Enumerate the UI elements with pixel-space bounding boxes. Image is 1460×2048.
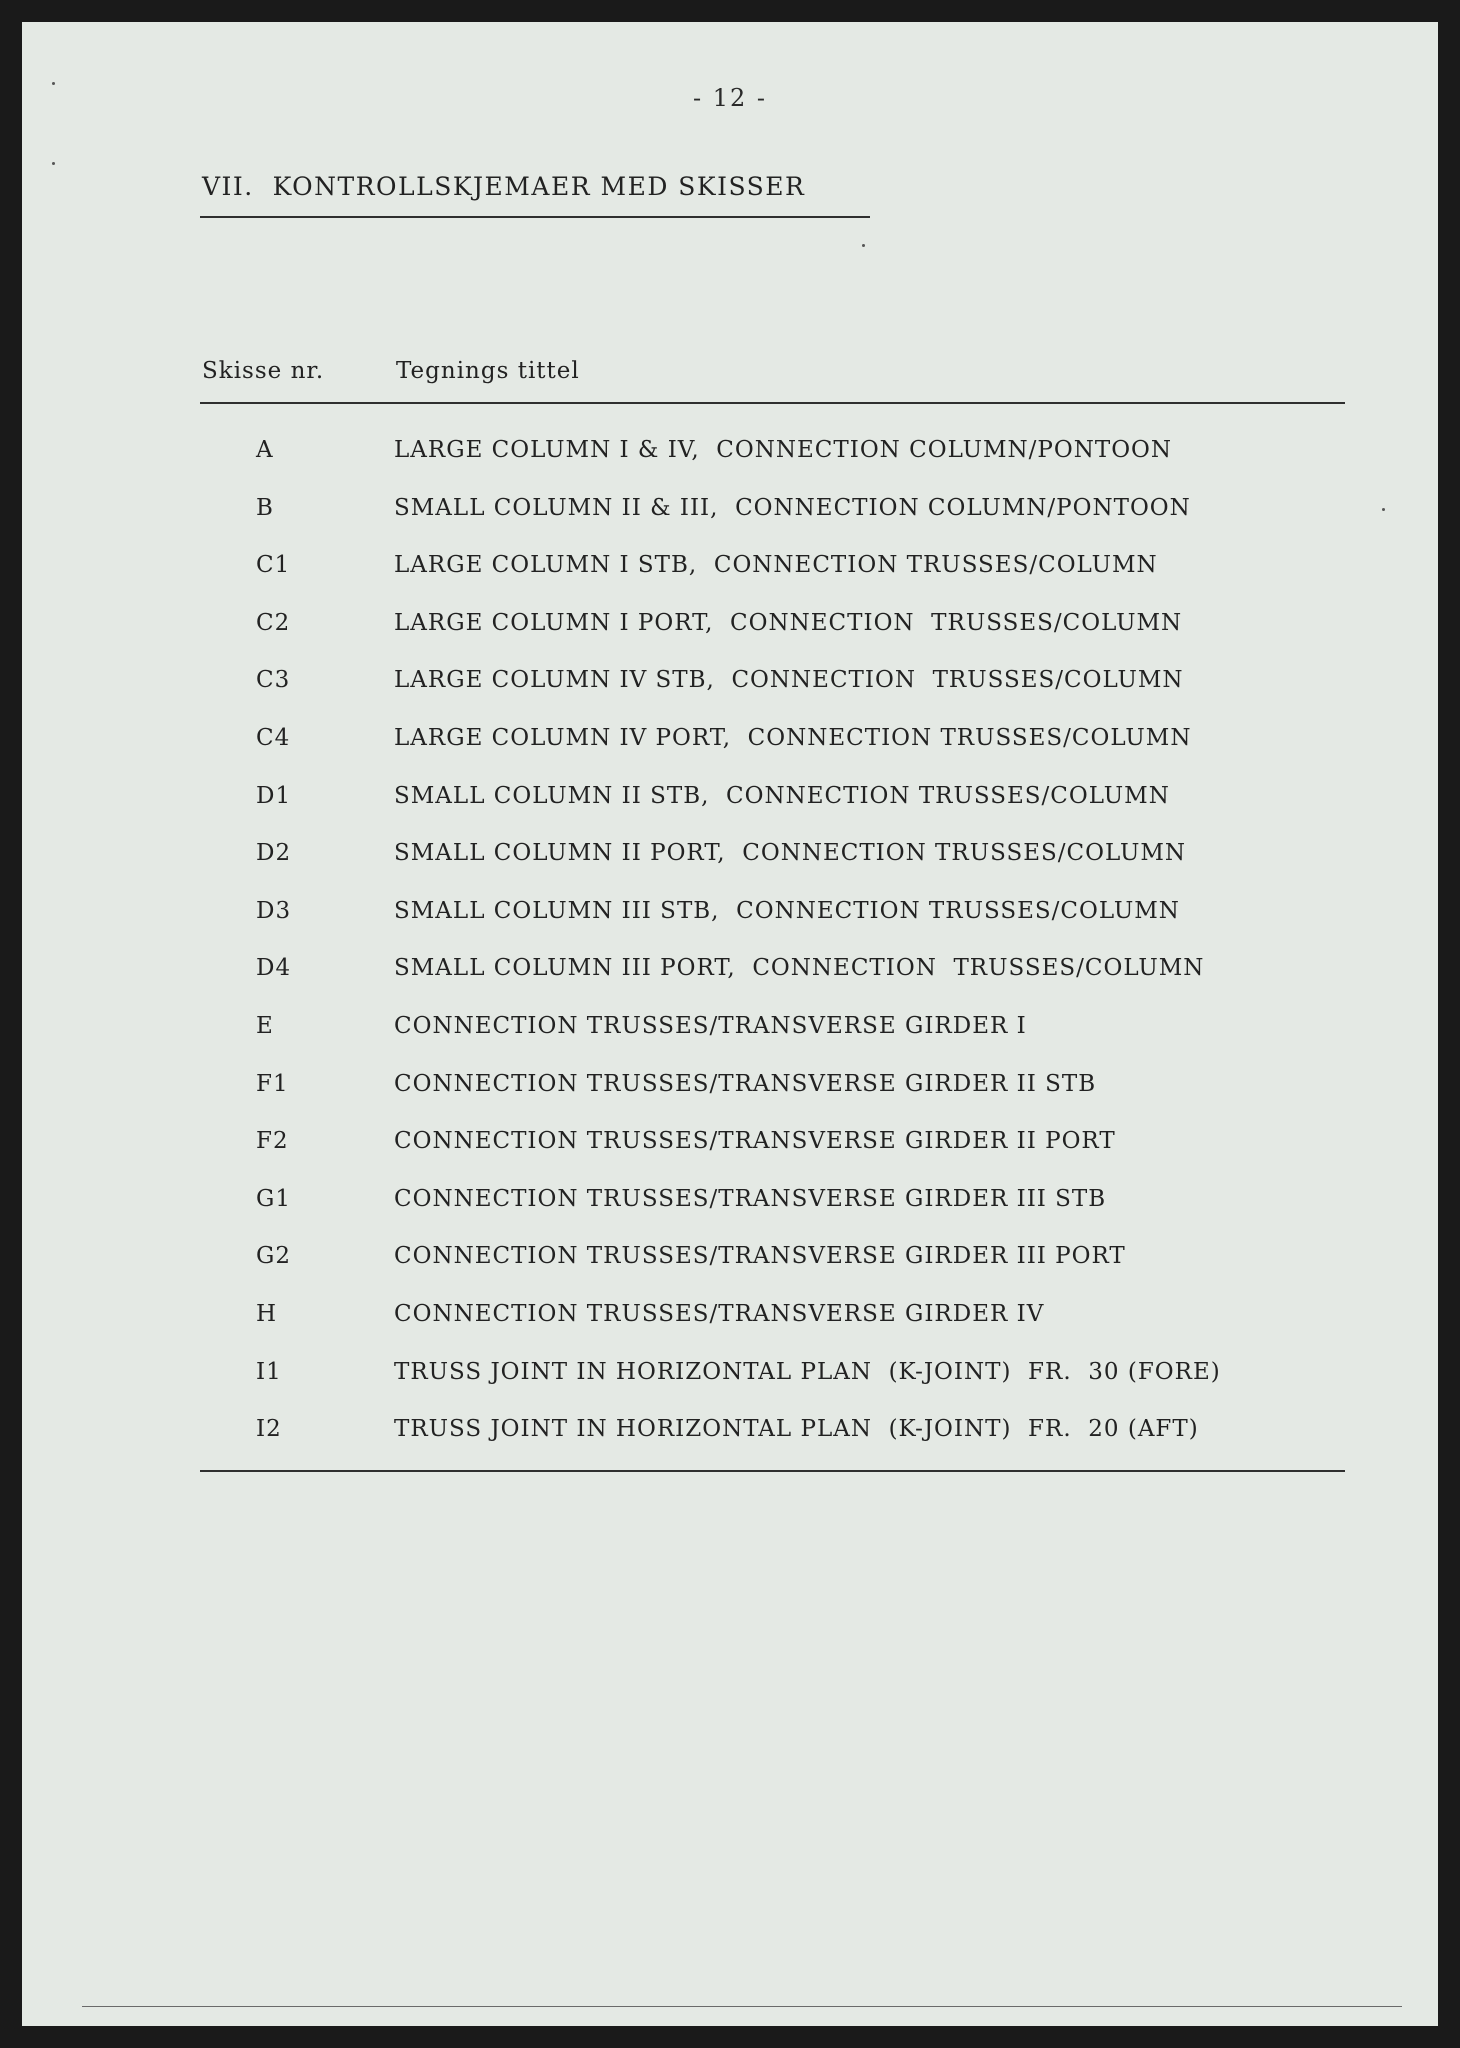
table-row xyxy=(22,1128,1438,1186)
drawing-title: SMALL COLUMN III PORT, CONNECTION TRUSSES/COLUMN xyxy=(394,955,1205,982)
scan-speck xyxy=(52,162,55,165)
drawing-title: CONNECTION TRUSSES/TRANSVERSE GIRDER II STB xyxy=(394,1070,1097,1097)
sketch-code: E xyxy=(256,1012,274,1039)
drawing-title: CONNECTION TRUSSES/TRANSVERSE GIRDER I xyxy=(394,1012,1027,1039)
sketch-code: A xyxy=(256,437,274,463)
table-row xyxy=(22,552,1438,610)
sketch-code: F1 xyxy=(256,1070,289,1097)
sketch-code: H xyxy=(256,1300,278,1327)
scan-speck xyxy=(862,244,865,247)
table-row xyxy=(22,725,1438,783)
sketch-code: G1 xyxy=(256,1185,292,1212)
column-header-sketch-number: Skisse nr. xyxy=(202,358,325,384)
sketch-code: C1 xyxy=(256,552,291,579)
drawing-title: LARGE COLUMN I & IV, CONNECTION COLUMN/PONTOON xyxy=(394,437,1173,463)
table-row xyxy=(22,437,1438,495)
sketch-code: C3 xyxy=(256,667,291,694)
sketch-code: D2 xyxy=(256,840,292,867)
drawing-title: SMALL COLUMN II PORT, CONNECTION TRUSSES/COLUMN xyxy=(394,840,1187,867)
drawing-title: SMALL COLUMN II STB, CONNECTION TRUSSES/COLUMN xyxy=(394,782,1170,809)
table-row xyxy=(22,1359,1438,1417)
column-header-drawing-title: Tegnings tittel xyxy=(396,358,580,384)
drawing-title: CONNECTION TRUSSES/TRANSVERSE GIRDER III PORT xyxy=(394,1243,1126,1270)
drawing-title: CONNECTION TRUSSES/TRANSVERSE GIRDER IV xyxy=(394,1300,1045,1327)
drawing-title: CONNECTION TRUSSES/TRANSVERSE GIRDER III STB xyxy=(394,1185,1107,1212)
drawing-title: SMALL COLUMN III STB, CONNECTION TRUSSES/COLUMN xyxy=(394,897,1180,924)
sketch-code: C2 xyxy=(256,609,291,636)
table-row xyxy=(22,955,1438,1013)
table-row xyxy=(22,610,1438,668)
table-row xyxy=(22,1301,1438,1359)
table-row xyxy=(22,1071,1438,1129)
sketch-code: B xyxy=(256,494,274,521)
table-row xyxy=(22,1186,1438,1244)
sketch-code: D3 xyxy=(256,897,292,924)
section-heading: VII. KONTROLLSKJEMAER MED SKISSER xyxy=(202,172,806,201)
sketch-code: F2 xyxy=(256,1128,289,1155)
drawing-title: LARGE COLUMN IV STB, CONNECTION TRUSSES/COLUMN xyxy=(394,667,1184,694)
sketch-code: C4 xyxy=(256,724,291,751)
table-row xyxy=(22,495,1438,553)
header-divider xyxy=(200,402,1345,404)
document-page xyxy=(22,22,1438,2026)
table-row xyxy=(22,783,1438,841)
sketch-code: I2 xyxy=(256,1416,282,1443)
drawing-title: LARGE COLUMN I STB, CONNECTION TRUSSES/COLUMN xyxy=(394,552,1158,579)
sketch-code: G2 xyxy=(256,1243,292,1270)
heading-underline xyxy=(200,216,870,218)
page-number: - 12 - xyxy=(692,84,767,112)
table-row xyxy=(22,898,1438,956)
drawing-title: TRUSS JOINT IN HORIZONTAL PLAN (K-JOINT) FR. 20 (AFT) xyxy=(394,1416,1199,1443)
drawing-title: LARGE COLUMN IV PORT, CONNECTION TRUSSES/COLUMN xyxy=(394,724,1192,751)
table-bottom-rule xyxy=(200,1470,1345,1472)
drawing-title: SMALL COLUMN II & III, CONNECTION COLUMN/PONTOON xyxy=(394,494,1191,521)
sketch-code: I1 xyxy=(256,1358,282,1385)
table-row xyxy=(22,667,1438,725)
table-row xyxy=(22,1416,1438,1474)
drawing-title: CONNECTION TRUSSES/TRANSVERSE GIRDER II PORT xyxy=(394,1128,1116,1155)
sketch-list xyxy=(22,437,1438,1474)
drawing-title: LARGE COLUMN I PORT, CONNECTION TRUSSES/COLUMN xyxy=(394,609,1183,636)
drawing-title: TRUSS JOINT IN HORIZONTAL PLAN (K-JOINT) FR. 30 (FORE) xyxy=(394,1358,1221,1385)
sketch-code: D1 xyxy=(256,782,292,809)
table-row xyxy=(22,1243,1438,1301)
table-row xyxy=(22,840,1438,898)
page-footer-line xyxy=(82,2006,1402,2007)
sketch-code: D4 xyxy=(256,955,292,982)
table-row xyxy=(22,1013,1438,1071)
